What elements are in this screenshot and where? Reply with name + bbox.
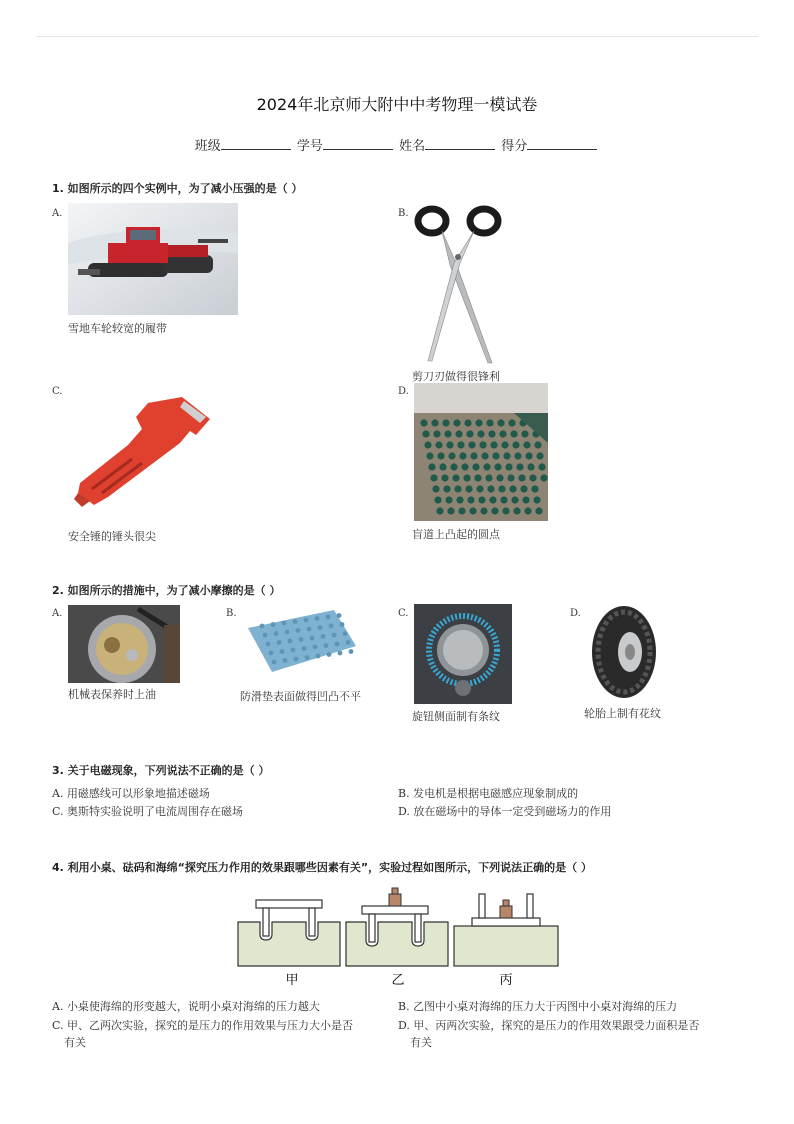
q1-option-d-caption: 盲道上凸起的圆点 [412,528,500,541]
q3-option-a: A. 用磁感线可以形象地描述磁场 [52,787,210,800]
q1-option-c-caption: 安全锤的锤头很尖 [68,530,156,543]
q2-option-d-label: D. [570,608,581,619]
q2-option-a-label: A. [52,608,63,619]
q1-option-a-caption: 雪地车轮较宽的履带 [68,322,167,335]
q2-option-c-label: C. [398,608,409,619]
score-blank[interactable] [527,137,597,150]
class-blank[interactable] [221,137,291,150]
number-blank[interactable] [323,137,393,150]
antislip-mat-image [242,606,360,676]
tire-image [588,604,660,700]
q4-option-c-line1: C. 甲、乙两次实验，探究的是压力的作用效果与压力大小是否 [52,1019,354,1032]
q2-option-d-caption: 轮胎上制有花纹 [584,707,661,720]
student-info-line [0,135,794,154]
q3-option-b: B. 发电机是根据电磁感应现象制成的 [398,787,579,800]
q4-option-a: A. 小桌使海绵的形变越大，说明小桌对海绵的压力越大 [52,1000,320,1013]
q2-option-a-caption: 机械表保养时上油 [68,688,156,701]
page-title: 2024年北京师大附中中考物理一模试卷 [256,95,538,114]
sponge-yi [346,888,448,966]
question-4-stem: 4. 利用小桌、砝码和海绵“探究压力作用的效果跟哪些因素有关”，实验过程如图所示，下列说法正确的是（ ） [52,861,592,874]
number-label: 学号 [296,139,323,154]
header-rule [36,36,758,37]
q1-option-a-label: A. [52,208,63,219]
sponge-bing [454,894,558,966]
q2-option-b-caption: 防滑垫表面做得凹凸不平 [240,690,361,703]
pressure-experiment-figure [236,884,562,990]
q4-option-c-line2: 有关 [64,1036,86,1049]
sponge-jia [238,900,340,966]
score-label: 得分 [501,139,528,154]
tactile-paving-image [414,383,548,521]
q2-option-b-label: B. [226,608,237,619]
q3-option-d: D. 放在磁场中的导体一定受到磁场力的作用 [398,805,612,818]
q1-option-b-label: B. [398,208,409,219]
name-label: 姓名 [399,139,426,154]
q1-option-b-caption: 剪刀刃做得很锋利 [412,370,500,383]
safety-hammer-image [72,393,212,508]
q4-option-d-line1: D. 甲、丙两次实验，探究的是压力的作用效果跟受力面积是否 [398,1019,700,1032]
q1-option-d-label: D. [398,386,409,397]
question-1-stem: 1. 如图所示的四个实例中，为了减小压强的是（ ） [52,182,303,195]
q4-option-d-line2: 有关 [410,1036,432,1049]
q4-option-b: B. 乙图中小桌对海绵的压力大于丙图中小桌对海绵的压力 [398,1000,678,1013]
question-3-stem: 3. 关于电磁现象，下列说法不正确的是（ ） [52,764,270,777]
q3-option-c: C. 奥斯特实验说明了电流周围存在磁场 [52,805,244,818]
question-2-stem: 2. 如图所示的措施中，为了减小摩擦的是（ ） [52,584,281,597]
q1-option-c-label: C. [52,386,63,397]
class-label: 班级 [194,139,221,154]
name-blank[interactable] [425,137,495,150]
figure-label-jia: 甲 [285,973,299,988]
scissors-image [412,203,504,365]
figure-label-yi: 乙 [391,973,405,988]
knob-image [414,604,512,704]
figure-label-bing: 丙 [499,973,513,988]
q2-option-c-caption: 旋钮侧面制有条纹 [412,710,500,723]
snowcat-image [68,203,238,315]
mechanical-watch-image [68,605,180,683]
